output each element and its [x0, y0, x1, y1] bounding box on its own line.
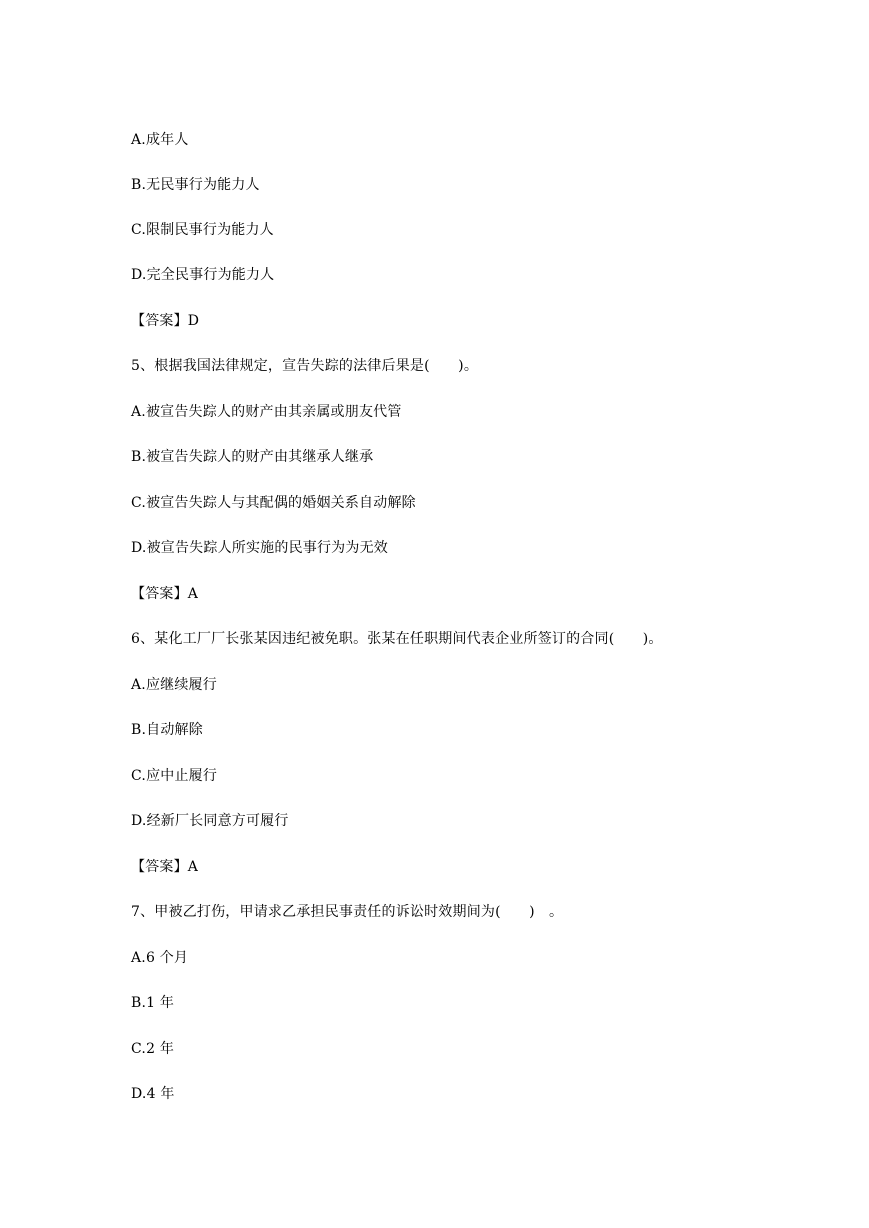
q5-question: 5、根据我国法律规定，宣告失踪的法律后果是( )。: [131, 358, 479, 374]
q7-question: 7、甲被乙打伤，甲请求乙承担民事责任的诉讼时效期间为( ) 。: [131, 904, 564, 920]
q4-option-b: B.无民事行为能力人: [131, 177, 260, 193]
q6-answer: 【答案】A: [131, 859, 199, 875]
q5-option-b: B.被宣告失踪人的财产由其继承人继承: [131, 449, 374, 465]
q7-option-a: A.6 个月: [131, 950, 189, 966]
q5-option-d: D.被宣告失踪人所实施的民事行为为无效: [131, 540, 388, 556]
q6-option-c: C.应中止履行: [131, 768, 218, 784]
q5-option-c: C.被宣告失踪人与其配偶的婚姻关系自动解除: [131, 495, 416, 511]
q5-answer: 【答案】A: [131, 586, 199, 602]
q7-option-b: B.1 年: [131, 995, 175, 1011]
q4-answer: 【答案】D: [131, 313, 200, 329]
q4-option-a: A.成年人: [131, 132, 189, 148]
q6-option-a: A.应继续履行: [131, 677, 217, 693]
q6-option-d: D.经新厂长同意方可履行: [131, 813, 289, 829]
q4-option-d: D.完全民事行为能力人: [131, 267, 275, 283]
q7-option-d: D.4 年: [131, 1086, 175, 1102]
q7-option-c: C.2 年: [131, 1041, 175, 1057]
q6-question: 6、某化工厂厂长张某因违纪被免职。张某在任职期间代表企业所签订的合同( )。: [131, 631, 663, 647]
q5-option-a: A.被宣告失踪人的财产由其亲属或朋友代管: [131, 404, 402, 420]
q4-option-c: C.限制民事行为能力人: [131, 222, 274, 238]
q6-option-b: B.自动解除: [131, 722, 203, 738]
